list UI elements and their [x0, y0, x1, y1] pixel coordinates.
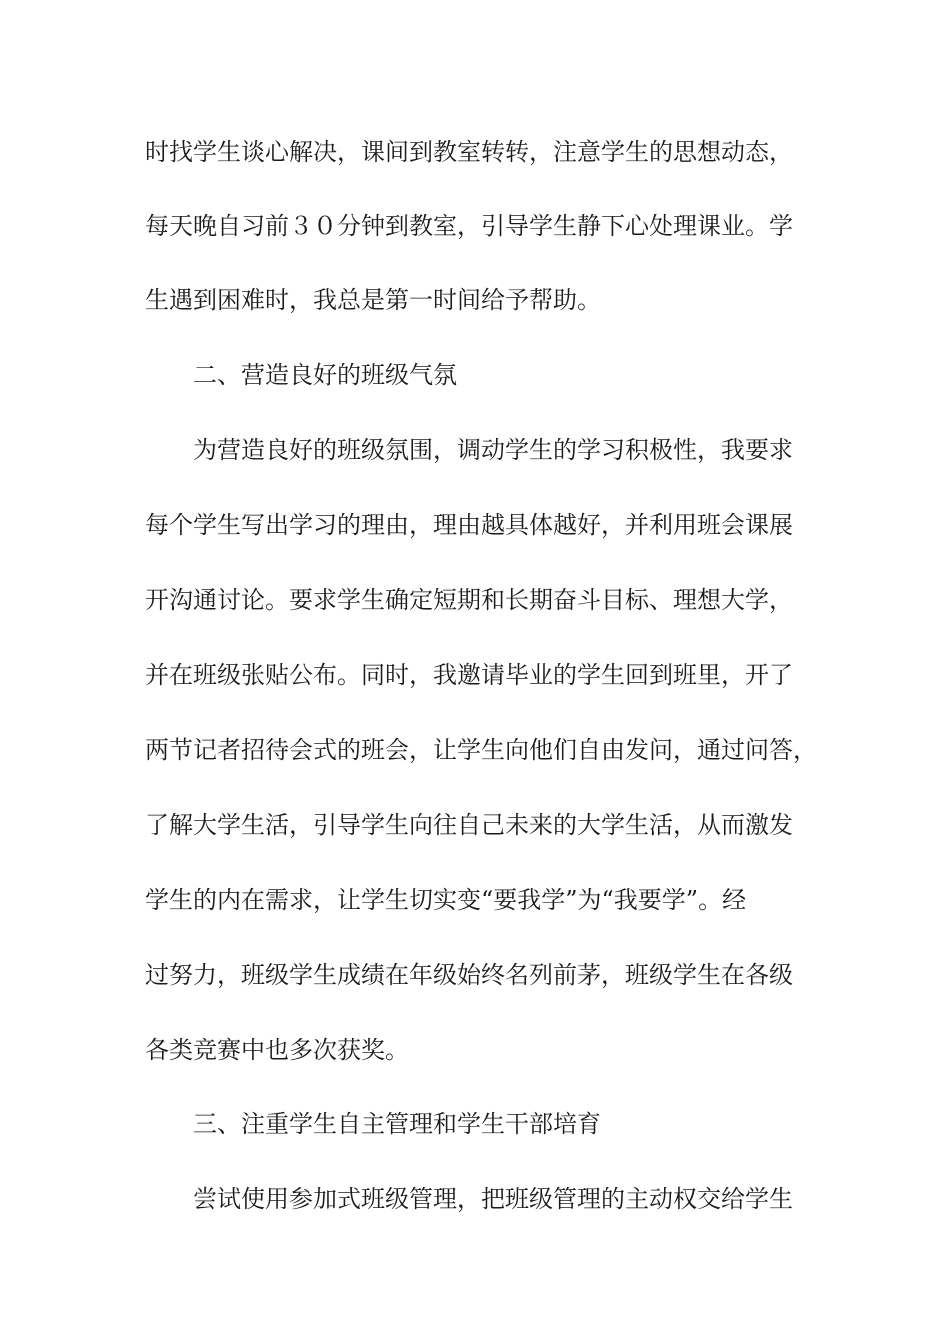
- body-text-line: 每天晚自习前３０分钟到教室，引导学生静下心处理课业。学: [145, 212, 793, 240]
- section-heading: 三、注重学生自主管理和学生干部培育: [193, 1110, 601, 1138]
- body-text-line: 每个学生写出学习的理由，理由越具体越好，并利用班会课展: [145, 511, 793, 539]
- body-text-line: 开沟通讨论。要求学生确定短期和长期奋斗目标、理想大学，: [145, 586, 793, 614]
- body-text-line: 了解大学生活，引导学生向往自己未来的大学生活，从而激发: [145, 811, 793, 839]
- body-text-line: 为营造良好的班级氛围，调动学生的学习积极性，我要求: [193, 436, 793, 464]
- body-text-line: 学生的内在需求，让学生切实变“要我学”为“我要学”。经: [145, 886, 747, 914]
- body-text-line: 尝试使用参加式班级管理，把班级管理的主动权交给学生: [193, 1185, 793, 1213]
- body-text-line: 两节记者招待会式的班会，让学生向他们自由发问，通过问答，: [145, 736, 817, 764]
- body-text-line: 各类竞赛中也多次获奖。: [145, 1036, 409, 1064]
- body-text-line: 并在班级张贴公布。同时，我邀请毕业的学生回到班里，开了: [145, 661, 793, 689]
- body-text-line: 时找学生谈心解决，课间到教室转转，注意学生的思想动态，: [145, 138, 793, 166]
- body-text-line: 生遇到困难时，我总是第一时间给予帮助。: [145, 286, 601, 314]
- section-heading: 二、营造良好的班级气氛: [193, 361, 457, 389]
- body-text-line: 过努力，班级学生成绩在年级始终名列前茅，班级学生在各级: [145, 961, 793, 989]
